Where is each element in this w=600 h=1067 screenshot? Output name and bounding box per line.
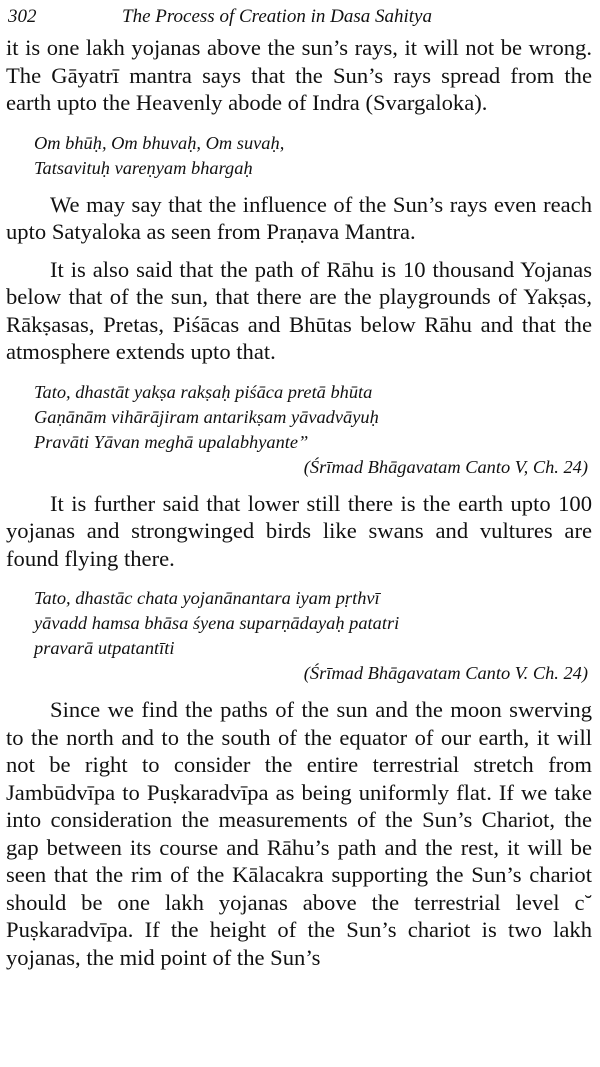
paragraph-satyaloka: We may say that the influence of the Sun’s rays even reach upto Satyaloka as seen from Praṇava Mantra.	[6, 191, 592, 244]
paragraph-rahu-path: It is also said that the path of Rāhu is 10 thousand Yojanas below that of the sun, that there are the playgrounds of Yakṣas, Rākṣasas, Pretas, Piśācas and Bhūtas below Rāhu and that the atmosphere extends upto that.	[6, 256, 592, 364]
verse-line: Tato, dhastāc chata yojanānantara iyam pṛthvī	[34, 588, 380, 608]
verse-tato-dhastac	[6, 586, 592, 686]
verse-citation: (Śrīmad Bhāgavatam Canto V, Ch. 24)	[303, 456, 588, 477]
verse-citation: (Śrīmad Bhāgavatam Canto V. Ch. 24)	[303, 663, 588, 683]
verse-line: Pravāti Yāvan meghā upalabhyante”	[34, 431, 309, 452]
paragraph-sun-chariot: Since we find the paths of the sun and the moon swerving to the north and to the south of the equator of our earth, it will not be right to consider the entire terrestrial stretch from Jambūdvīpa to Puṣkaradvīpa as being uniformly flat. If we take into consideration the measurements of the Sun’s Chariot, the gap between its course and Rāhu’s path and the rest, it will be seen that the rim of the Kālacakra supporting the Sun’s chariot should be one lakh yojanas above the terrestrial level c˘ Puṣkaradvīpa. If the height of the Sun’s chariot is two lakh yojanas, the mid point of the Sun’s	[6, 697, 592, 970]
paragraph-lower-earth: It is further said that lower still there is the earth upto 100 yojanas and strongwinged birds like swans and vultures are found flying there.	[6, 490, 592, 571]
page-number: 302	[8, 6, 37, 27]
running-title: The Process of Creation in Dasa Sahitya	[122, 6, 432, 27]
verse-tato-dhastat	[6, 380, 592, 480]
verse-line: Tato, dhastāt yakṣa rakṣaḥ piśāca pretā bhūta	[34, 381, 373, 402]
verse-line: Om bhūḥ, Om bhuvaḥ, Om suvaḥ,	[34, 132, 285, 153]
verse-gayatri	[6, 131, 592, 181]
verse-line: Tatsavituḥ vareṇyam bhargaḥ	[34, 157, 253, 178]
paragraph-continued: it is one lakh yojanas above the sun’s rays, it will not be wrong. The Gāyatrī mantra says that the Sun’s rays spread from the earth upto the Heavenly abode of Indra (Svargaloka).	[6, 35, 592, 115]
verse-line: Gaṇānām vihārājiram antarikṣam yāvadvāyuḥ	[34, 406, 379, 427]
verse-line: pravarā utpatantīti	[34, 638, 175, 658]
running-head	[8, 0, 592, 34]
verse-line: yāvadd hamsa bhāsa śyena suparṇādayaḥ patatri	[34, 613, 400, 633]
